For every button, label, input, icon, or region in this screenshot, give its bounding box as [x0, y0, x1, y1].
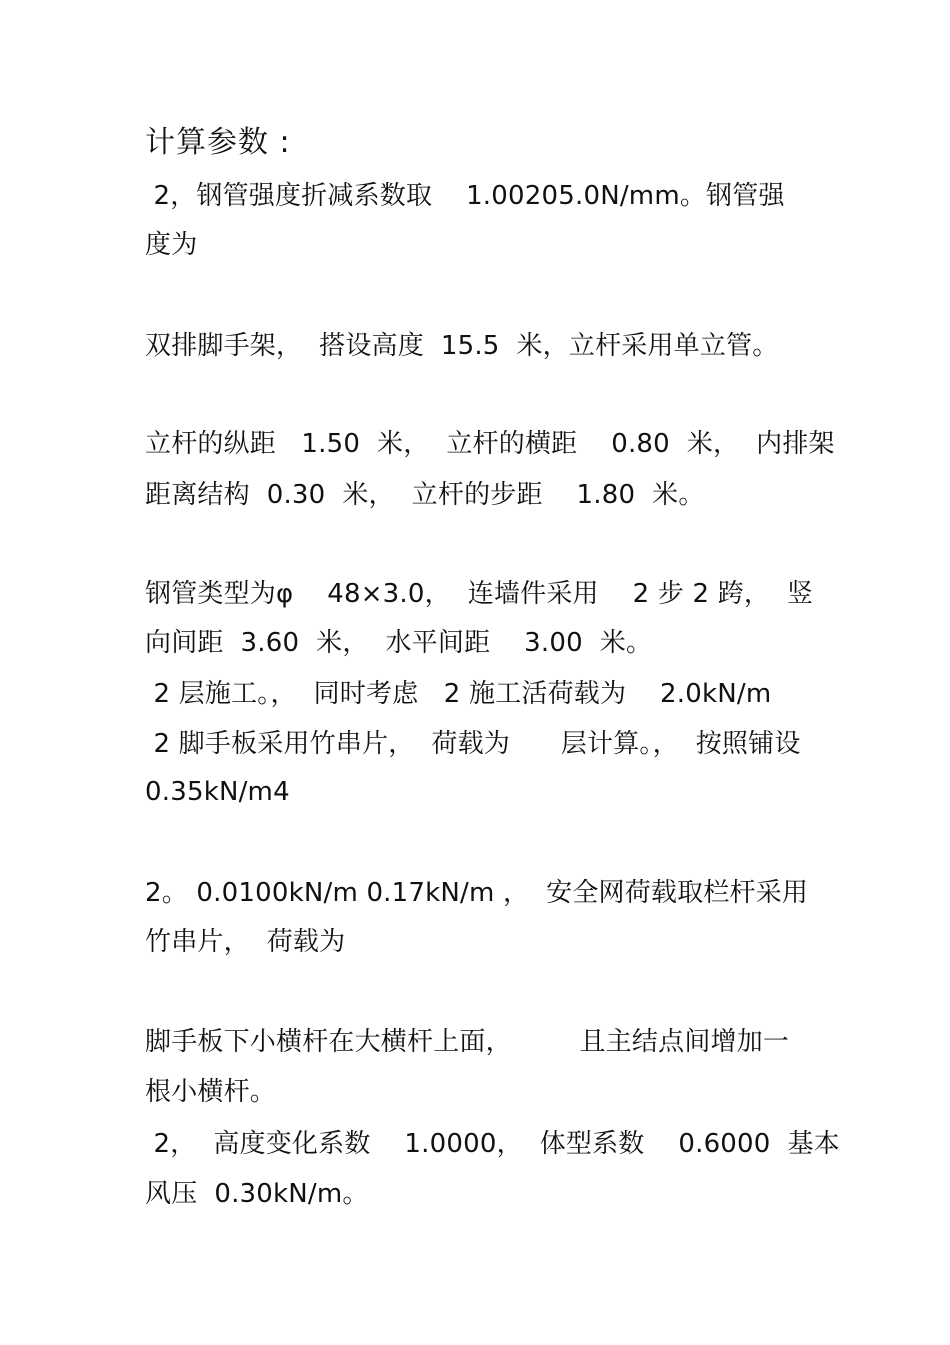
- text-line-safety-net: 2。 0.0100kN/m 0.17kN/m ， 安全网荷载取栏杆采用: [145, 878, 809, 908]
- text-line-steel-strength: 2，钢管强度折减系数取 1.00205.0N/mm。钢管强: [145, 181, 785, 211]
- text-line-board-load: 2 脚手板采用竹串片， 荷载为 层计算。， 按照铺设: [145, 729, 801, 759]
- text-line-wind-pressure: 风压 0.30kN/m。: [145, 1179, 369, 1209]
- text-line-tube-type-cont: 向间距 3.60 米， 水平间距 3.00 米。: [145, 628, 653, 658]
- text-line-steel-strength-cont: 度为: [145, 230, 198, 260]
- text-line-construction-load: 2 层施工。， 同时考虑 2 施工活荷载为 2.0kN/m: [145, 679, 772, 709]
- text-line-small-crossbar: 脚手板下小横杆在大横杆上面， 且主结点间增加一: [145, 1027, 790, 1057]
- text-line-pole-spacing-cont: 距离结构 0.30 米， 立杆的步距 1.80 米。: [145, 480, 705, 510]
- text-line-safety-net-cont: 竹串片， 荷载为: [145, 927, 346, 957]
- text-line-pole-spacing: 立杆的纵距 1.50 米， 立杆的横距 0.80 米， 内排架: [145, 429, 835, 459]
- text-line-tube-type: 钢管类型为φ 48×3.0， 连墙件采用 2 步 2 跨， 竖: [145, 579, 814, 609]
- text-line-board-load-value: 0.35kN/m4: [145, 777, 290, 807]
- text-line-wind-coefficients: 2， 高度变化系数 1.0000， 体型系数 0.6000 基本: [145, 1129, 840, 1159]
- text-line-scaffold-height: 双排脚手架， 搭设高度 15.5 米，立杆采用单立管。: [145, 331, 779, 361]
- section-heading: 计算参数 :: [145, 125, 291, 160]
- text-line-small-crossbar-cont: 根小横杆。: [145, 1077, 277, 1107]
